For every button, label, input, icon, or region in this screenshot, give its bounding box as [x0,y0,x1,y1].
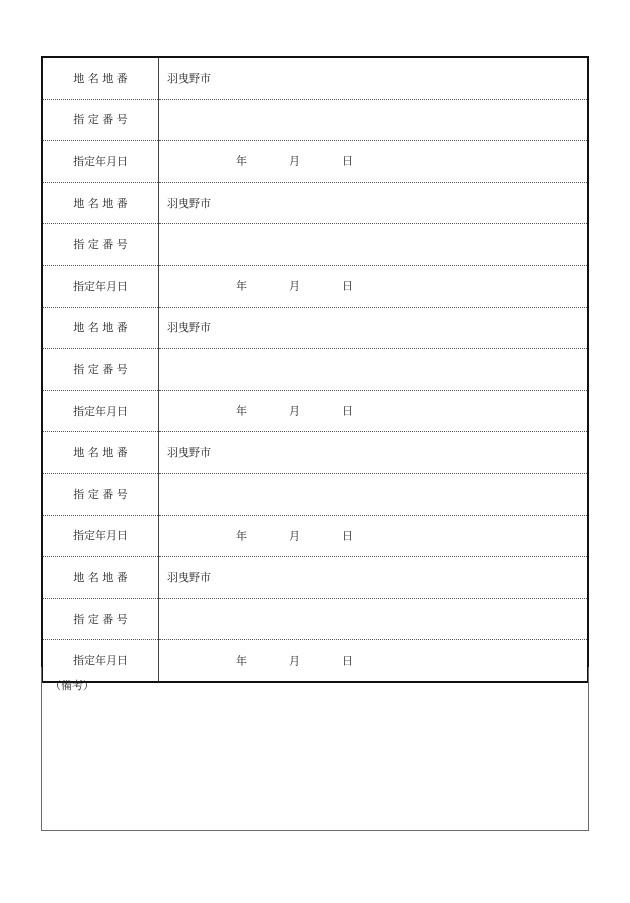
designation-number-row [42,473,588,515]
designation-date-value[interactable] [159,141,589,183]
designation-date-row [42,390,588,432]
designation-number-row [42,224,588,266]
year-unit: 年 [236,529,247,543]
designation-number-row [42,349,588,391]
designation-number-value[interactable] [159,224,589,266]
year-unit: 年 [236,654,247,668]
designation-number-value[interactable] [159,349,589,391]
designation-date-row [42,515,588,557]
designation-date-value[interactable] [159,390,589,432]
designation-number-value[interactable] [159,99,589,141]
parcel-label: 地 名 地 番 [42,182,159,224]
day-unit: 日 [342,154,353,168]
day-unit: 日 [342,404,353,418]
parcel-row [42,557,588,599]
designation-number-label: 指 定 番 号 [42,224,159,266]
parcel-row [42,182,588,224]
designation-date-row [42,141,588,183]
month-unit: 月 [289,529,300,543]
parcel-label: 地 名 地 番 [42,432,159,474]
designation-date-label: 指定年月日 [42,265,159,307]
designation-date-row [42,265,588,307]
designation-number-value[interactable] [159,598,589,640]
parcel-value[interactable]: 羽曳野市 [159,182,589,224]
designation-date-value[interactable] [159,515,589,557]
parcel-row [42,57,588,99]
designation-number-value[interactable] [159,473,589,515]
designation-number-row [42,99,588,141]
parcel-value[interactable]: 羽曳野市 [159,432,589,474]
year-unit: 年 [236,279,247,293]
day-unit: 日 [342,529,353,543]
remarks-box[interactable] [41,667,589,831]
designation-number-label: 指 定 番 号 [42,99,159,141]
designation-date-label: 指定年月日 [42,390,159,432]
month-unit: 月 [289,654,300,668]
designation-date-label: 指定年月日 [42,141,159,183]
designation-date-label: 指定年月日 [42,640,159,682]
designation-number-label: 指 定 番 号 [42,598,159,640]
parcel-row [42,432,588,474]
year-unit: 年 [236,154,247,168]
parcel-row [42,307,588,349]
designation-number-label: 指 定 番 号 [42,349,159,391]
parcel-label: 地 名 地 番 [42,57,159,99]
parcel-value[interactable]: 羽曳野市 [159,557,589,599]
year-unit: 年 [236,404,247,418]
month-unit: 月 [289,279,300,293]
designation-date-label: 指定年月日 [42,515,159,557]
parcel-value[interactable]: 羽曳野市 [159,307,589,349]
designation-date-value[interactable] [159,265,589,307]
month-unit: 月 [289,404,300,418]
designation-number-row [42,598,588,640]
parcel-label: 地 名 地 番 [42,557,159,599]
month-unit: 月 [289,154,300,168]
designation-number-label: 指 定 番 号 [42,473,159,515]
day-unit: 日 [342,654,353,668]
day-unit: 日 [342,279,353,293]
remarks-label: （備考） [50,679,94,692]
designation-form-table [41,56,589,683]
parcel-value[interactable]: 羽曳野市 [167,71,211,85]
parcel-label: 地 名 地 番 [42,307,159,349]
